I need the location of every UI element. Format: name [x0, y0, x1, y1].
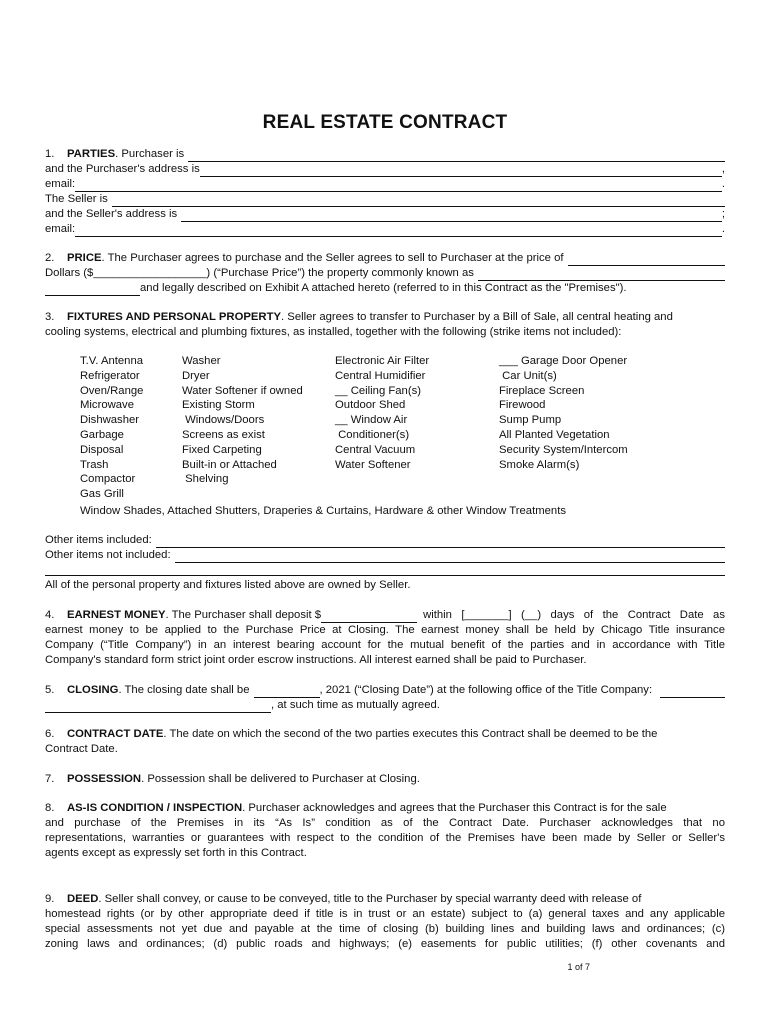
contract-date-line-2: Contract Date.: [45, 743, 118, 755]
purchaser-is-label: . Purchaser is: [115, 148, 185, 160]
section-heading-earnest: EARNEST MONEY: [66, 609, 166, 621]
list-item: Conditioner(s): [335, 428, 410, 441]
closing-line-1: 5. CLOSING . The closing date shall be , 2021 (“Closing Date”) at the following office of the Title Company:: [45, 683, 725, 698]
title-office-field-cont[interactable]: [45, 702, 271, 713]
deposit-amount-field[interactable]: [321, 612, 417, 623]
list-item: Fixed Carpeting: [182, 443, 262, 456]
other-included-line: Other items included:: [45, 533, 725, 548]
purchaser-name-field[interactable]: [188, 151, 725, 162]
list-item: Shelving: [182, 473, 229, 486]
section-number: 3.: [45, 311, 55, 323]
other-not-included-field[interactable]: [175, 552, 725, 563]
section-number: 7.: [45, 773, 55, 785]
seller-address-field[interactable]: [181, 211, 722, 222]
list-item: Sump Pump: [499, 414, 562, 427]
section-heading-parties: PARTIES: [66, 148, 116, 160]
closing-line-2: , at such time as mutually agreed.: [45, 698, 725, 713]
email-label: email:: [45, 223, 76, 235]
list-item: Central Vacuum: [335, 443, 416, 456]
earnest-body: earnest money to be applied to the Purchase Price at Closing. The earnest money shall be held by Chicago Title insurance Company (“Title Company”) in an interest bearing account for the mutual benefit of the parties and in accordance with Title Company's standard form strict joint order escrow instructions. All interest earned shall be paid to Purchaser.: [45, 624, 725, 666]
owned-by-seller-line: All of the personal property and fixtures listed above are owned by Seller.: [45, 579, 411, 591]
list-item: Smoke Alarm(s): [499, 458, 580, 471]
parties-seller-line: [45, 192, 725, 207]
purchaser-address-field[interactable]: [200, 166, 722, 177]
earnest-line-1: 4. EARNEST MONEY . The Purchaser shall deposit $ within [_______] (__) days of the Contract Date as: [45, 609, 725, 621]
list-item: Oven/Range: [80, 384, 144, 397]
property-address-field[interactable]: [478, 270, 725, 281]
price-line-1: 2. PRICE . The Purchaser agrees to purchase and the Seller agrees to sell to Purchaser at the price of: [45, 251, 725, 266]
list-item: Refrigerator: [80, 369, 140, 382]
section-heading-asis: AS-IS CONDITION / INSPECTION: [66, 802, 243, 814]
seller-name-field[interactable]: [112, 196, 725, 207]
other-not-included-line: Other items not included:: [45, 548, 725, 563]
section-number: 1.: [45, 148, 55, 160]
section-heading-fixtures: FIXTURES AND PERSONAL PROPERTY: [66, 311, 282, 323]
section-number: 2.: [45, 252, 55, 264]
section-heading-possession: POSSESSION: [66, 773, 142, 785]
seller-is-label: The Seller is: [45, 193, 108, 205]
list-item: Dryer: [182, 369, 210, 382]
list-item: Security System/Intercom: [499, 443, 628, 456]
list-item: Firewood: [499, 399, 546, 412]
deed-body: homestead rights (or by other appropriate deed if title is in trust or an estate) subject to (a) general taxes and any applicable special assessments not yet due and payable at the time of closing (b) building lines and building laws and ordinances; (c) zoning laws and ordinances; (d) public roads and highways; (e) easements for public utilities; (f) other covenants and: [45, 908, 725, 950]
fixtures-col-2: [182, 354, 303, 487]
other-not-included-field-cont[interactable]: [45, 575, 725, 576]
deed-line-1: 9. DEED . Seller shall convey, or cause to be conveyed, title to the Purchaser by special warranty deed with release of: [45, 893, 642, 905]
list-item: Built-in or Attached: [182, 458, 277, 471]
email-label: email:: [45, 178, 76, 190]
list-item: T.V. Antenna: [80, 355, 144, 367]
price-words-field[interactable]: [568, 255, 726, 266]
list-item: Car Unit(s): [499, 369, 557, 382]
possession-line: 7. POSSESSION . Possession shall be delivered to Purchaser at Closing.: [45, 773, 420, 785]
asis-body: and purchase of the Premises in its “As Is” condition as of the Contract Date. Purchaser acknowledges that no representations, warranties or guarantees with respect to the condition of the Premises have been made by Seller or Seller's agents except as expressly set forth in this Contract.: [45, 817, 725, 859]
seller-email-field[interactable]: [75, 226, 722, 237]
list-item: Central Humidifier: [335, 369, 426, 382]
parties-email2-line: email: .: [45, 223, 725, 235]
list-item: Garbage: [80, 428, 124, 441]
list-item: Washer: [182, 355, 221, 367]
list-item: __ Ceiling Fan(s): [335, 384, 422, 397]
other-included-field[interactable]: [156, 537, 725, 548]
list-item: __ Window Air: [335, 414, 408, 427]
seller-address-label: and the Seller's address is: [45, 208, 178, 220]
closing-date-field[interactable]: [254, 687, 320, 698]
section-number: 8.: [45, 802, 55, 814]
list-item: All Planted Vegetation: [499, 428, 610, 441]
section-heading-closing: CLOSING: [66, 684, 119, 696]
asis-line-1: 8. AS-IS CONDITION / INSPECTION . Purchaser acknowledges and agrees that the Purchaser this Contract is for the sale: [45, 802, 667, 814]
window-treatments-line: Window Shades, Attached Shutters, Draperies & Curtains, Hardware & other Window Treatments: [80, 505, 566, 517]
fixtures-col-3: [335, 354, 429, 472]
price-line-3: and legally described on Exhibit A attached hereto (referred to in this Contract as the "Premises").: [45, 281, 725, 296]
fixtures-col-1: [80, 354, 143, 502]
section-heading-deed: DEED: [66, 893, 99, 905]
list-item: Disposal: [80, 443, 124, 456]
list-item: Compactor: [80, 473, 136, 486]
section-number: 5.: [45, 684, 55, 696]
list-item: ___ Garage Door Opener: [499, 355, 628, 367]
parties-purchaser-address-line: and the Purchaser's address is ,: [45, 163, 725, 175]
fixtures-line-1: 3. FIXTURES AND PERSONAL PROPERTY . Seller agrees to transfer to Purchaser by a Bill of Sale, all central heating and: [45, 311, 673, 323]
list-item: Water Softener: [335, 458, 411, 471]
parties-seller-address-line: and the Seller's address is ;: [45, 208, 725, 220]
list-item: Microwave: [80, 399, 134, 412]
list-item: Trash: [80, 458, 109, 471]
fixtures-col-4: [499, 354, 628, 472]
section-number: 9.: [45, 893, 55, 905]
contract-date-line-1: 6. CONTRACT DATE . The date on which the second of the two parties executes this Contract shall be deemed to be the: [45, 728, 658, 740]
section-number: 6.: [45, 728, 55, 740]
list-item: Gas Grill: [80, 488, 124, 501]
parties-purchaser-line: [45, 147, 725, 162]
list-item: Fireplace Screen: [499, 384, 585, 397]
page-number: 1 of 7: [567, 962, 590, 972]
property-address-field-cont[interactable]: [45, 285, 140, 296]
section-heading-contract-date: CONTRACT DATE: [66, 728, 164, 740]
list-item: Electronic Air Filter: [335, 355, 430, 367]
section-heading-price: PRICE: [66, 252, 102, 264]
list-item: Windows/Doors: [182, 414, 265, 427]
list-item: Outdoor Shed: [335, 399, 406, 412]
list-item: Screens as exist: [182, 428, 265, 441]
purchaser-address-label: and the Purchaser's address is: [45, 163, 200, 175]
fixtures-line-2: cooling systems, electrical and plumbing fixtures, as installed, together with the following (strike items not included):: [45, 326, 622, 338]
list-item: Dishwasher: [80, 414, 140, 427]
purchaser-email-field[interactable]: [75, 181, 722, 192]
list-item: Water Softener if owned: [182, 384, 303, 397]
price-line-2: Dollars ($__________________) (“Purchase Price”) the property commonly known as: [45, 266, 725, 281]
page-title: REAL ESTATE CONTRACT: [262, 112, 508, 133]
list-item: Existing Storm: [182, 399, 255, 412]
title-office-field[interactable]: [660, 687, 725, 698]
parties-email1-line: email: .: [45, 178, 725, 190]
section-number: 4.: [45, 609, 55, 621]
